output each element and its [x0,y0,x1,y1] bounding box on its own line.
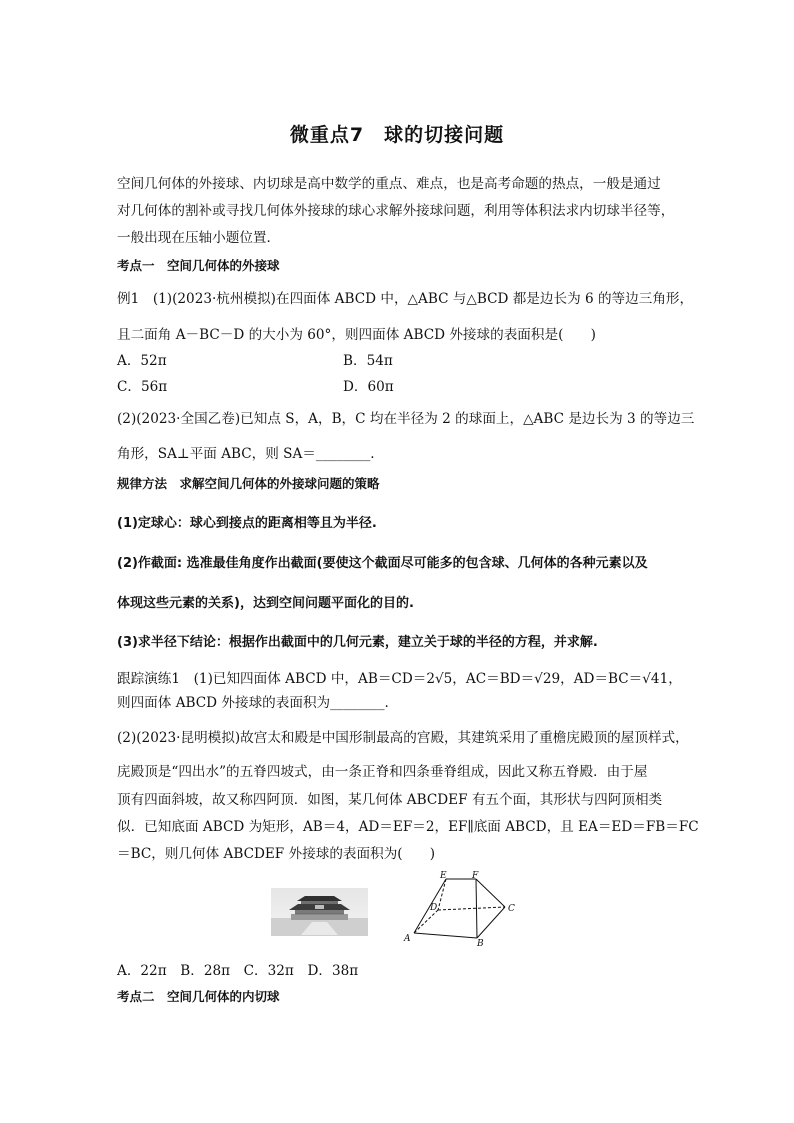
edge-ab [414,933,477,938]
example1-line-2: 且二面角 A－BC－D 的大小为 60°，则四面体 ABCD 外接球的表面积是( ) [117,327,596,343]
practice2-options: A．22π B．28π C．32π D．38π [117,963,359,979]
method-point-2a: (2)作截面: 选准最佳角度作出截面(要使这个截面尽可能多的包含球、几何体的各种元素以及 [117,556,648,571]
edge-ed [438,879,446,910]
practice2-line-1: (2)(2023·昆明模拟)故宫太和殿是中国形制最高的宫殿，其建筑采用了重檐庑殿顶的屋顶样式， [117,730,689,746]
practice1-line-1: 跟踪演练1 (1)已知四面体 ABCD 中，AB＝CD＝2√5，AC＝BD＝√29，AD＝BC＝√41， [117,671,682,687]
method-point-3: (3)求半径下结论：根据作出截面中的几何元素，建立关于球的半径的方程，并求解. [117,635,598,650]
practice2-line-5: ＝BC，则几何体 ABCDEF 外接球的表面积为( ) [117,846,436,862]
label-a: A [404,934,411,944]
edge-bc [477,907,505,938]
example1-option-d: D．60π [343,379,394,395]
method-point-1: (1)定球心：球心到接点的距离相等且为半径. [117,516,377,531]
method-point-2b: 体现这些元素的关系)，达到空间问题平面化的目的. [117,596,414,611]
intro-line-3: 一般出现在压轴小题位置． [117,230,281,246]
edge-dc [438,907,505,910]
section-heading-1: 考点一 空间几何体的外接球 [117,258,280,273]
practice2-line-2: 庑殿顶是“四出水”的五脊四坡式，由一条正脊和四条垂脊组成，因此又称五脊殿．由于屋 [117,764,648,780]
label-b: B [477,939,484,948]
edge-fc [476,879,505,907]
example1-option-b: B．54π [343,353,393,369]
practice2-line-3: 顶有四面斜坡，故又称四阿顶．如图，某几何体 ABCDEF 有五个面，其形状与四阿顶相类 [117,792,663,808]
edge-fb [476,879,477,938]
geometry-figure [400,868,520,948]
method-heading: 规律方法 求解空间几何体的外接球问题的策略 [117,476,380,491]
example1-option-a: A．52π [117,353,167,369]
practice1-line-2: 则四面体 ABCD 外接球的表面积为________. [117,695,389,711]
section-heading-2: 考点二 空间几何体的内切球 [117,989,280,1004]
label-e: E [440,871,447,881]
intro-line-2: 对几何体的割补或寻找几何体外接球的球心求解外接球问题，利用等体积法求内切球半径等， [117,203,675,219]
intro-line-1: 空间几何体的外接球、内切球是高中数学的重点、难点，也是高考命题的热点，一般是通过 [117,176,661,192]
example1-line-1: 例1 (1)(2023·杭州模拟)在四面体 ABCD 中，△ABC 与△BCD 都是边长为 6 的等边三角形， [117,291,694,307]
label-f: F [472,871,479,881]
example1-option-c: C．56π [117,379,168,395]
practice2-line-4: 似．已知底面 ABCD 为矩形，AB＝4，AD＝EF＝2，EF∥底面 ABCD，且 EA＝ED＝FB＝FC [117,819,699,835]
label-d: D [430,903,438,913]
palace-photo [271,888,368,936]
example1-part2-line-2: 角形，SA⊥平面 ABC，则 SA＝________. [117,446,375,462]
page-title: 微重点7 球的切接问题 [289,124,505,146]
label-c: C [508,904,515,914]
example1-part2-line-1: (2)(2023·全国乙卷)已知点 S，A，B，C 均在半径为 2 的球面上，△ABC 是边长为 3 的等边三 [117,411,695,427]
